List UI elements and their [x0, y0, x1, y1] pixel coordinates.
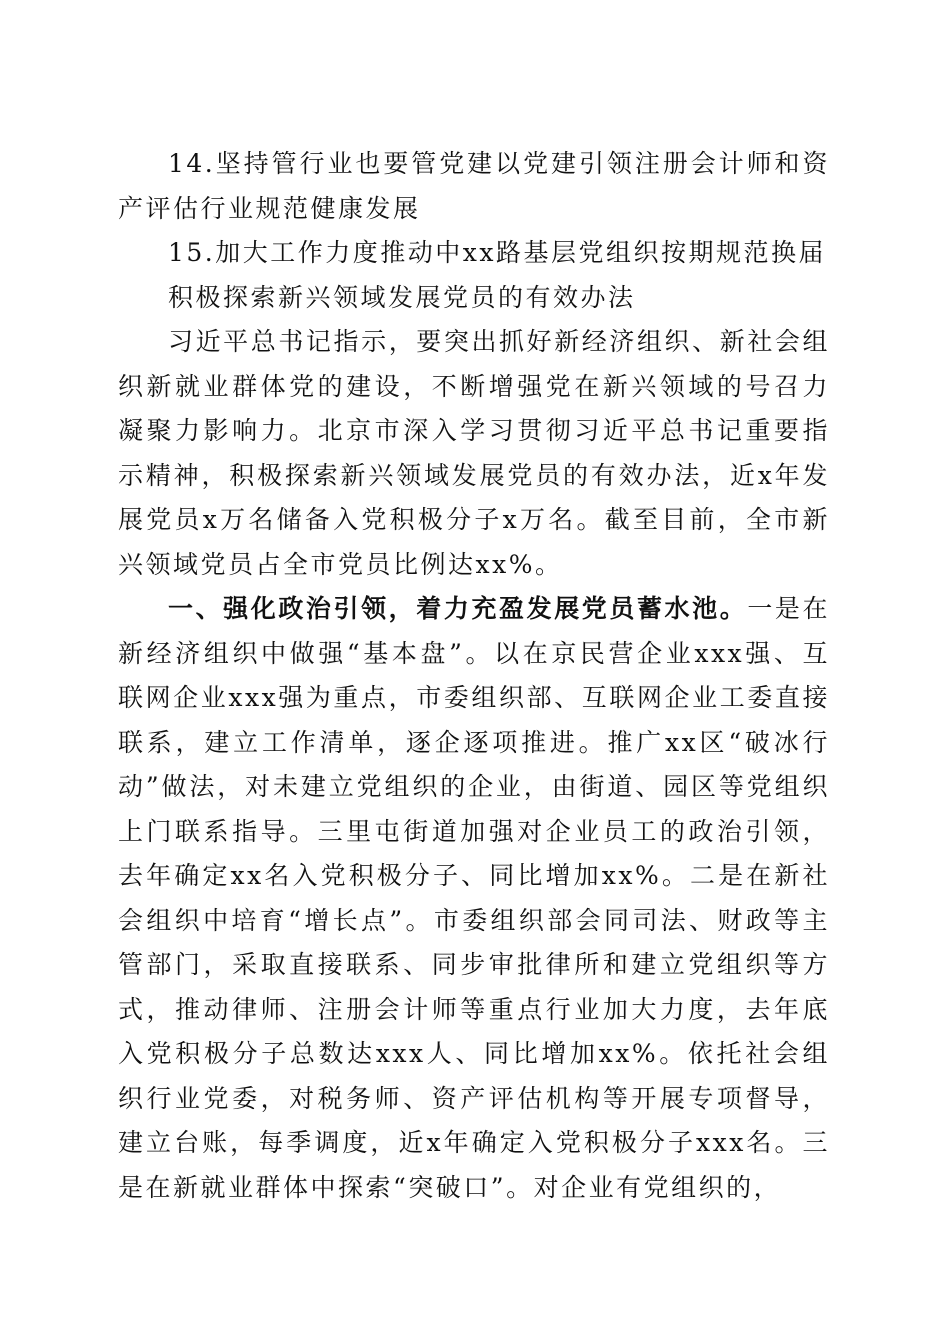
section-title: 积极探索新兴领域发展党员的有效办法	[168, 282, 636, 312]
item-14-heading: 14.坚持管行业也要管党建以党建引领注册会计师和资产评估行业规范健康发展	[118, 149, 830, 223]
part-one-body: 一是在新经济组织中做强“基本盘”。以在京民营企业xxx强、互联网企业xxx强为重点，市委组织部、互联网企业工委直接联系，建立工作清单，逐企逐项推进。推广xx区“破冰行动”做法，对未建立党组织的企业，由街道、园区等党组织上门联系指导。三里屯街道加强对企业员工的政治引领，去年确定xx名入党积极分子、同比增加xx%。二是在新社会组织中培育“增长点”。市委组织部会同司法、财政等主管部门，采取直接联系、同步审批律所和建立党组织等方式，推动律师、注册会计师等重点行业加大力度，去年底入党积极分子总数达xxx人、同比增加xx%。依托社会组织行业党委，对税务师、资产评估机构等开展专项督导，建立台账，每季调度，近x年确定入党积极分子xxx名。三是在新就业群体中探索“突破口”。对企业有党组织的，	[118, 594, 830, 1202]
item-15-heading: 15.加大工作力度推动中xx路基层党组织按期规范换届	[168, 238, 826, 267]
intro-paragraph: 习近平总书记指示，要突出抓好新经济组织、新社会组织新就业群体党的建设，不断增强党在新兴领域的号召力凝聚力影响力。北京市深入学习贯彻习近平总书记重要指示精神，积极探索新兴领域发展党员的有效办法，近x年发展党员x万名储备入党积极分子x万名。截至目前，全市新兴领域党员占全市党员比例达xx%。	[118, 327, 830, 579]
part-one-paragraph	[118, 587, 830, 1210]
part-one-heading: 一、强化政治引领，着力充盈发展党员蓄水池。	[168, 594, 748, 623]
document-body	[118, 142, 830, 1210]
